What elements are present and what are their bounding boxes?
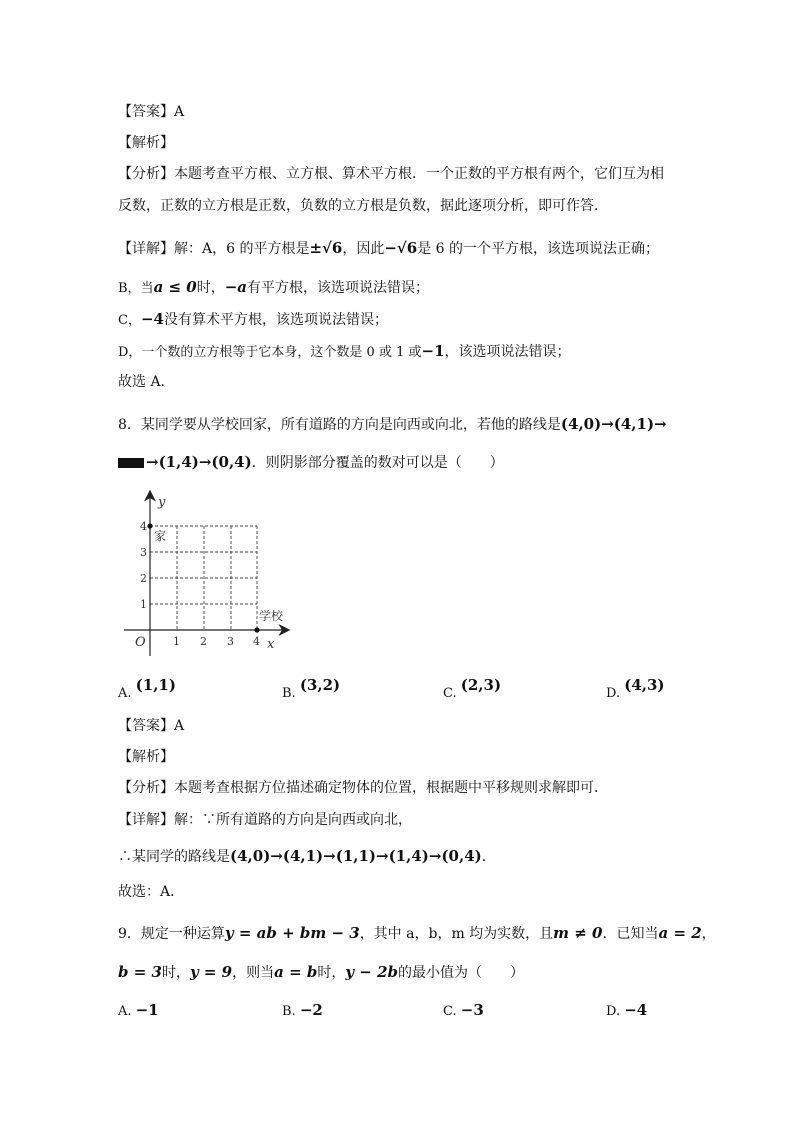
q8-option-a-value: (1,1) bbox=[135, 676, 176, 694]
q7-d4-text-b: ，该选项说法错误； bbox=[444, 344, 571, 360]
q9-stem-line1 bbox=[118, 923, 716, 944]
q7-detail-line3 bbox=[118, 309, 388, 331]
q8-jiexi-label: 【解析】 bbox=[118, 749, 174, 765]
q9-stem-a: 9．规定一种运算 bbox=[118, 926, 225, 942]
q7-d2-neg-a: −a bbox=[224, 278, 248, 296]
q8-option-c-letter: C. bbox=[443, 686, 457, 701]
q8-option-b[interactable] bbox=[282, 676, 341, 704]
x-axis-label: x bbox=[267, 637, 275, 652]
y-tick-4: 4 bbox=[140, 520, 147, 533]
q8-option-c-value: (2,3) bbox=[460, 676, 502, 694]
q8-option-d-letter: D. bbox=[606, 686, 621, 701]
q9-stem-b: ，其中 a，b，m 均为实数，且 bbox=[359, 926, 554, 942]
q9-stem-f: 时， bbox=[317, 965, 346, 981]
q9-option-b[interactable] bbox=[282, 1000, 323, 1022]
x-tick-2: 2 bbox=[200, 635, 207, 648]
home-label: 家 bbox=[154, 529, 167, 543]
q9-a-equals-b: a = b bbox=[274, 963, 318, 981]
q7-answer: 【答案】A bbox=[118, 104, 185, 120]
q8-xiangjie-text1: 解：∵所有道路的方向是向西或向北， bbox=[174, 812, 412, 828]
q7-d1-neg-root: −√6 bbox=[384, 239, 418, 257]
y-tick-1: 1 bbox=[140, 598, 147, 611]
q8-option-d-value: (4,3) bbox=[624, 676, 665, 694]
q7-d2-condition: a ≤ 0 bbox=[153, 278, 197, 296]
q9-formula: y = ab + bm − 3 bbox=[224, 924, 360, 942]
q7-fenxi-text1: 本题考查平方根、立方根、算术平方根．一个正数的平方根有两个，它们互为相 bbox=[174, 166, 664, 182]
y-tick-2: 2 bbox=[140, 572, 147, 585]
q9-b-value: b = 3 bbox=[118, 963, 162, 981]
x-tick-1: 1 bbox=[173, 635, 180, 648]
q7-d2-text-a: B，当 bbox=[118, 281, 154, 296]
q8-xiangjie-text2b: ． bbox=[481, 849, 496, 865]
q7-detail-line2 bbox=[118, 277, 429, 299]
q7-d1-plus-minus-root: ±√6 bbox=[309, 239, 343, 257]
q9-stem-e: ，则当 bbox=[232, 965, 275, 981]
q8-xiangjie-text2a: ∴某同学的路线是 bbox=[118, 849, 230, 865]
shaded-box bbox=[118, 458, 144, 468]
q8-stem-text-a: 8．某同学要从学校回家，所有道路的方向是向西或向北，若他的路线是 bbox=[118, 417, 561, 433]
q8-stem-line2 bbox=[118, 452, 504, 473]
q9-expression: y − 2b bbox=[345, 963, 399, 981]
q8-option-a[interactable] bbox=[118, 676, 176, 704]
x-tick-4: 4 bbox=[253, 635, 260, 648]
q9-comma: ， bbox=[701, 926, 716, 942]
q9-option-c-value: −3 bbox=[460, 1001, 484, 1019]
q8-route-part2: →(1,4)→(0,4) bbox=[146, 453, 252, 471]
q9-option-a-value: −1 bbox=[135, 1001, 159, 1019]
q8-answer: 【答案】A bbox=[118, 718, 185, 734]
q9-option-d[interactable] bbox=[606, 1000, 647, 1022]
origin-label: O bbox=[135, 635, 146, 650]
q7-d3-value: −4 bbox=[140, 310, 164, 328]
q8-detail-line1 bbox=[118, 810, 412, 830]
q7-detail-line4 bbox=[118, 341, 571, 363]
school-label: 学校 bbox=[259, 609, 284, 623]
q9-option-b-value: −2 bbox=[299, 1001, 323, 1019]
y-axis-label: y bbox=[158, 495, 166, 510]
q8-fenxi-text: 本题考查根据方位描述确定物体的位置，根据题中平移规则求解即可． bbox=[174, 780, 608, 796]
q9-option-c[interactable] bbox=[443, 1000, 484, 1022]
school-point bbox=[254, 627, 259, 632]
q9-option-a[interactable] bbox=[118, 1000, 159, 1022]
q7-d2-text-b: 时， bbox=[196, 280, 225, 296]
q8-full-route: (4,0)→(4,1)→(1,1)→(1,4)→(0,4) bbox=[230, 847, 482, 865]
q7-d3-text-a: C， bbox=[118, 313, 141, 328]
x-tick-3: 3 bbox=[227, 635, 234, 648]
q8-xiangjie-label: 【详解】 bbox=[118, 812, 174, 828]
q9-option-d-value: −4 bbox=[624, 1001, 648, 1019]
q7-jiexi-label: 【解析】 bbox=[118, 135, 174, 151]
q8-stem-text-b: ．则阴影部分覆盖的数对可以是（ ） bbox=[251, 455, 504, 471]
q9-stem-line2 bbox=[118, 962, 524, 983]
q9-a-value: a = 2 bbox=[658, 924, 702, 942]
q7-detail-line1 bbox=[118, 238, 659, 259]
q9-option-a-letter: A. bbox=[118, 1004, 132, 1019]
dashed-grid bbox=[150, 526, 257, 630]
q9-option-b-letter: B. bbox=[282, 1004, 296, 1019]
q7-conclusion: 故选 A． bbox=[118, 374, 175, 390]
q7-d1-text-c: 是 6 的一个平方根，该选项说法正确； bbox=[417, 241, 660, 257]
q8-option-c[interactable] bbox=[443, 676, 502, 704]
q8-fenxi-label: 【分析】 bbox=[118, 780, 174, 796]
q7-fenxi-line2: 反数，正数的立方根是正数，负数的立方根是负数，据此逐项分析，即可作答． bbox=[118, 198, 608, 214]
y-tick-3: 3 bbox=[140, 546, 147, 559]
q7-d3-text-b: 没有算术平方根，该选项说法错误； bbox=[163, 312, 388, 328]
q7-d4-text-a: D，一个数的立方根等于它本身，这个数是 0 或 1 或 bbox=[118, 345, 422, 360]
q7-fenxi-label: 【分析】 bbox=[118, 166, 174, 182]
q8-option-b-value: (3,2) bbox=[299, 676, 341, 694]
q7-d2-text-c: 有平方根，该选项说法错误； bbox=[247, 280, 430, 296]
q8-option-b-letter: B. bbox=[282, 686, 296, 701]
q8-fenxi-line bbox=[118, 778, 608, 798]
q9-stem-d: 时， bbox=[161, 965, 190, 981]
q8-route-part1: (4,0)→(4,1)→ bbox=[560, 415, 667, 433]
q7-d1-text-a: 解：A，6 的平方根是 bbox=[174, 241, 310, 257]
q9-option-c-letter: C. bbox=[443, 1004, 457, 1019]
home-point bbox=[147, 523, 152, 528]
q9-condition: m ≠ 0 bbox=[553, 924, 603, 942]
q9-stem-c: ．已知当 bbox=[602, 926, 659, 942]
q8-conclusion: 故选：A． bbox=[118, 884, 185, 900]
q8-option-d[interactable] bbox=[606, 676, 665, 704]
q9-option-d-letter: D. bbox=[606, 1004, 621, 1019]
q8-detail-line2 bbox=[118, 846, 496, 867]
q8-stem-line1 bbox=[118, 414, 667, 435]
coordinate-graph bbox=[118, 488, 298, 658]
q7-d1-text-b: ，因此 bbox=[342, 241, 385, 257]
q9-y-value: y = 9 bbox=[189, 963, 233, 981]
q7-fenxi-line1 bbox=[118, 164, 664, 184]
q7-xiangjie-label: 【详解】 bbox=[118, 241, 174, 257]
q7-d4-value: −1 bbox=[421, 342, 445, 360]
q8-option-a-letter: A. bbox=[118, 686, 132, 701]
q9-stem-g: 的最小值为（ ） bbox=[398, 965, 525, 981]
